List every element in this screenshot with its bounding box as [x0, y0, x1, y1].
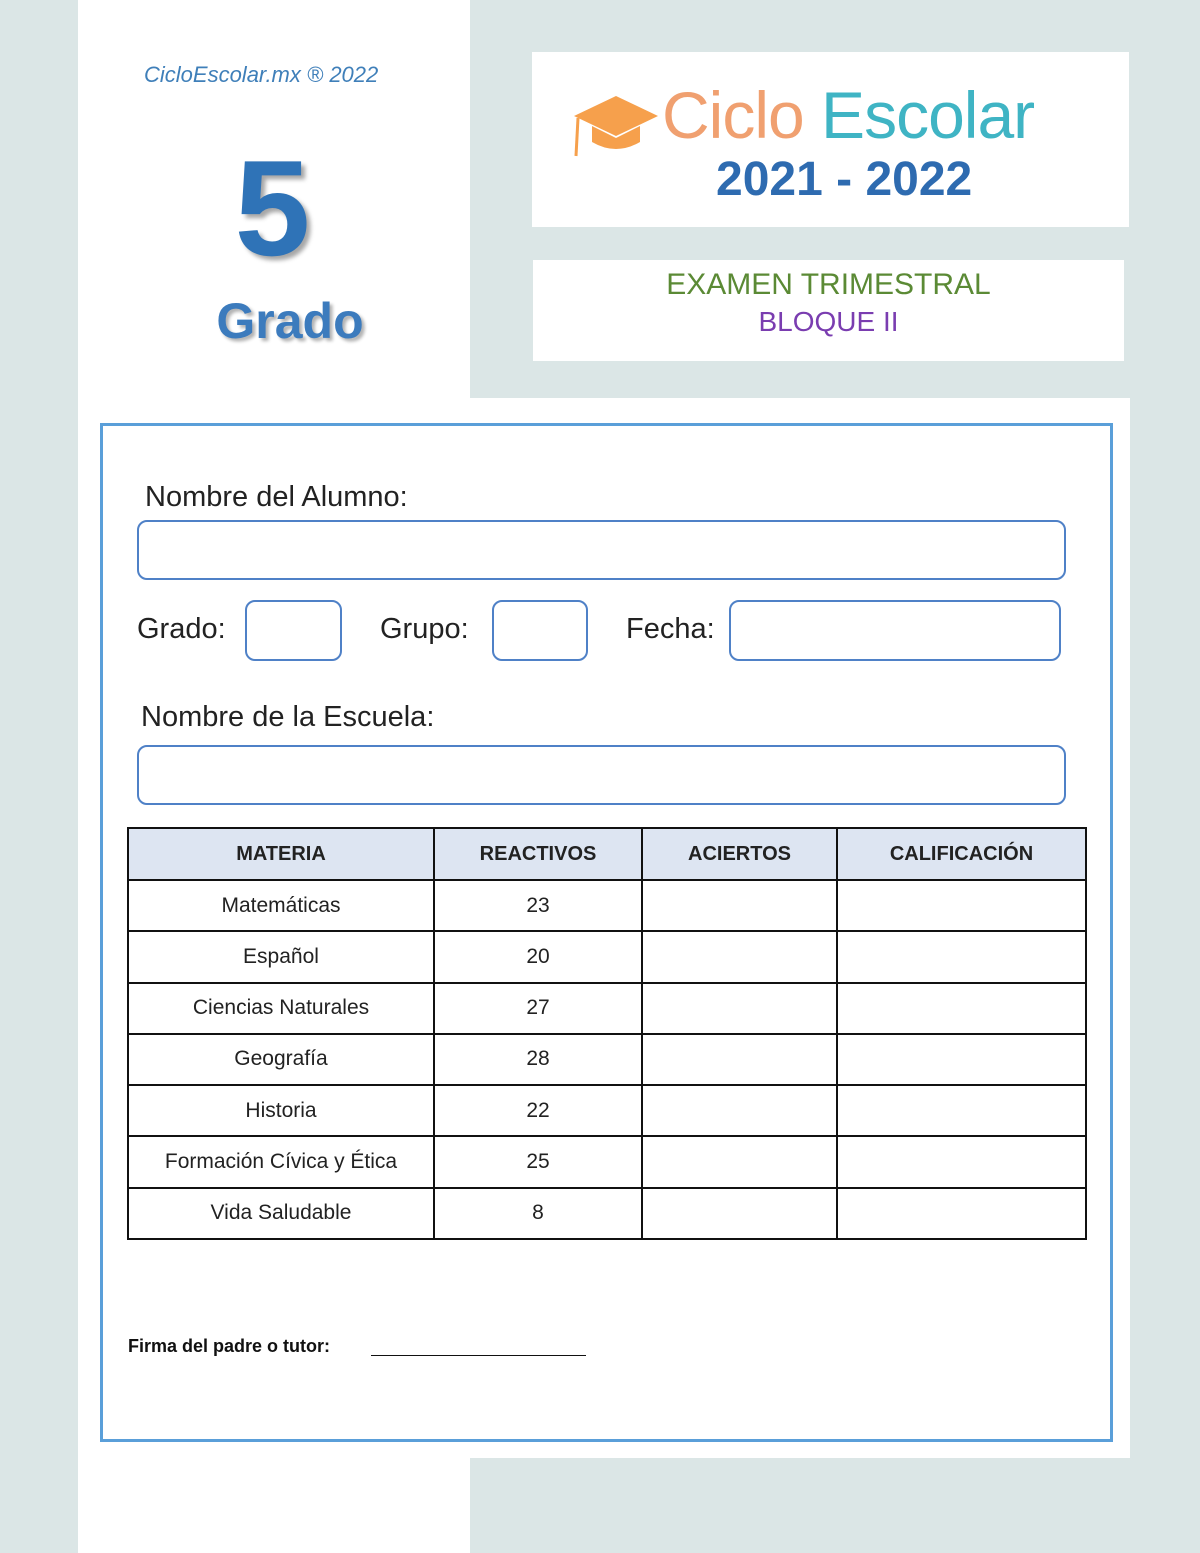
group-label: Grupo: — [380, 613, 469, 645]
subject-cell: Geografía — [128, 1034, 434, 1085]
student-name-label: Nombre del Alumno: — [145, 481, 408, 513]
grade-cell[interactable] — [837, 1034, 1086, 1085]
correct-cell[interactable] — [642, 983, 837, 1034]
subject-cell: Español — [128, 931, 434, 982]
subject-cell: Vida Saludable — [128, 1188, 434, 1239]
table-row — [128, 1136, 1086, 1187]
grade-cell[interactable] — [837, 931, 1086, 982]
date-label: Fecha: — [626, 613, 715, 645]
header-reactivos: REACTIVOS — [434, 828, 642, 880]
items-cell: 23 — [434, 880, 642, 931]
school-name-field[interactable] — [137, 745, 1066, 805]
group-field[interactable] — [492, 600, 588, 661]
correct-cell[interactable] — [642, 1188, 837, 1239]
table-row — [128, 931, 1086, 982]
grade-number: 5 — [234, 132, 311, 284]
table-row — [128, 1188, 1086, 1239]
items-cell: 8 — [434, 1188, 642, 1239]
correct-cell[interactable] — [642, 1136, 837, 1187]
header-calificacion: CALIFICACIÓN — [837, 828, 1086, 880]
grade-cell[interactable] — [837, 1085, 1086, 1136]
brand-word-ciclo: Ciclo — [662, 78, 804, 152]
header-materia: MATERIA — [128, 828, 434, 880]
subject-cell: Ciencias Naturales — [128, 983, 434, 1034]
correct-cell[interactable] — [642, 880, 837, 931]
decorative-band-bottom — [470, 1458, 1130, 1553]
subject-cell: Matemáticas — [128, 880, 434, 931]
brand-word-escolar: Escolar — [821, 78, 1035, 152]
grade-cell[interactable] — [837, 880, 1086, 931]
brand-logo-text — [662, 78, 1035, 152]
grade-field[interactable] — [245, 600, 342, 661]
table-row — [128, 880, 1086, 931]
exam-block: BLOQUE II — [758, 306, 899, 337]
grades-table — [127, 827, 1087, 1240]
correct-cell[interactable] — [642, 931, 837, 982]
items-cell: 20 — [434, 931, 642, 982]
table-row — [128, 983, 1086, 1034]
grade-cell[interactable] — [837, 1136, 1086, 1187]
date-field[interactable] — [729, 600, 1061, 661]
correct-cell[interactable] — [642, 1085, 837, 1136]
grade-cell[interactable] — [837, 1188, 1086, 1239]
grade-word: Grado — [216, 293, 364, 349]
signature-line[interactable] — [371, 1355, 586, 1356]
correct-cell[interactable] — [642, 1034, 837, 1085]
copyright-text: CicloEscolar.mx ® 2022 — [144, 62, 379, 87]
table-row — [128, 1085, 1086, 1136]
table-header-row — [128, 828, 1086, 880]
school-year: 2021 - 2022 — [716, 153, 973, 206]
graduation-cap-icon — [570, 86, 662, 163]
grade-cell[interactable] — [837, 983, 1086, 1034]
items-cell: 28 — [434, 1034, 642, 1085]
header-aciertos: ACIERTOS — [642, 828, 837, 880]
items-cell: 27 — [434, 983, 642, 1034]
table-row — [128, 1034, 1086, 1085]
items-cell: 22 — [434, 1085, 642, 1136]
subject-cell: Formación Cívica y Ética — [128, 1136, 434, 1187]
grade-label: Grado: — [137, 613, 226, 645]
items-cell: 25 — [434, 1136, 642, 1187]
school-name-label: Nombre de la Escuela: — [141, 701, 435, 733]
exam-title: EXAMEN TRIMESTRAL — [666, 268, 991, 301]
subject-cell: Historia — [128, 1085, 434, 1136]
signature-label: Firma del padre o tutor: — [128, 1336, 331, 1356]
student-name-field[interactable] — [137, 520, 1066, 580]
